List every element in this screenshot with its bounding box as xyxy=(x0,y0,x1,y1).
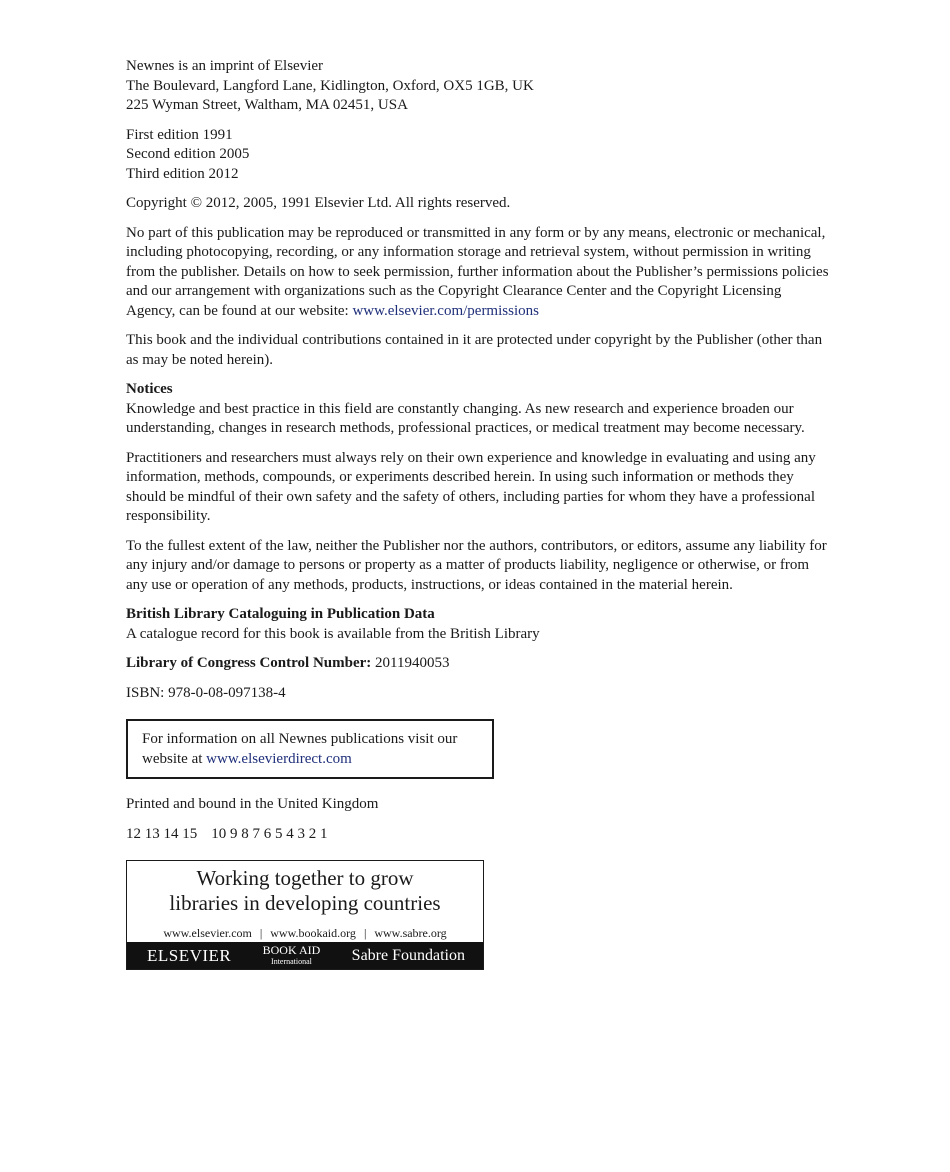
publisher-address xyxy=(126,57,832,116)
banner-urls xyxy=(127,926,483,940)
print-impressions: 10 9 8 7 6 5 4 3 2 1 xyxy=(211,825,328,842)
protected-paragraph: This book and the individual contributions contained in it are protected under copyright by the Publisher (other than as may be noted herein). xyxy=(126,332,823,368)
banner-headline-line: Working together to grow xyxy=(196,866,414,890)
copyright-statement: Copyright © 2012, 2005, 1991 Elsevier Ltd. All rights reserved. xyxy=(126,195,511,211)
notices-section xyxy=(126,380,832,439)
permissions-text: No part of this publication may be reproduced or transmitted in any form or by any means, electronic or mechanical, including photocopying, recording, or any information storage and retrieval system, without permission in writing from the publisher. Details on how to seek permission, further information about the Publisher’s permissions policies and our arrangement with organizations such as the Copyright Clearance Center and the Copyright Licensing Agency, can be found at our website: xyxy=(126,224,829,319)
notices-paragraph: To the fullest extent of the law, neither the Publisher nor the authors, contributors, or editors, assume any liability for any injury and/or damage to persons or property as a matter of products liability, negligence or otherwise, or from any use or operation of any methods, products, instructions, or ideas contained in the material herein. xyxy=(126,537,827,593)
notices-paragraph: Practitioners and researchers must always rely on their own experience and knowledge in evaluating and using any information, methods, compounds, or experiments described herein. In using such information or methods they should be mindful of their own safety and the safety of others, including parties for whom they have a professional responsibility. xyxy=(126,449,816,524)
notices-paragraph: Knowledge and best practice in this field are constantly changing. As new research and experience broaden our understanding, changes in research methods, professional practices, or medical treatment may become necessary. xyxy=(126,400,805,436)
british-library-heading: British Library Cataloguing in Publication Data xyxy=(126,606,435,622)
info-box xyxy=(126,719,494,779)
publisher-line: 225 Wyman Street, Waltham, MA 02451, USA xyxy=(126,97,408,113)
loc-control-number xyxy=(126,654,832,674)
edition-line: First edition 1991 xyxy=(126,126,233,143)
edition-line: Third edition 2012 xyxy=(126,165,239,182)
publisher-line: Newnes is an imprint of Elsevier xyxy=(126,58,324,74)
elsevier-url[interactable]: www.elsevier.com xyxy=(163,926,252,940)
isbn: ISBN: 978-0-08-097138-4 xyxy=(126,684,286,701)
permissions-link[interactable]: www.elsevier.com/permissions xyxy=(352,302,539,319)
url-separator: | xyxy=(259,926,263,940)
page-content xyxy=(126,57,832,970)
british-library-section xyxy=(126,605,832,644)
edition-line: Second edition 2005 xyxy=(126,146,250,162)
bookaid-logo xyxy=(262,942,321,967)
print-line xyxy=(126,825,832,845)
notices-heading: Notices xyxy=(126,381,173,397)
british-library-text: A catalogue record for this book is available from the British Library xyxy=(126,625,540,642)
printed-statement: Printed and bound in the United Kingdom xyxy=(126,796,379,812)
banner-headline-line: libraries in developing countries xyxy=(169,891,441,915)
sabre-foundation-logo: Sabre Foundation xyxy=(351,946,465,964)
publisher-line: The Boulevard, Langford Lane, Kidlington, Oxford, OX5 1GB, UK xyxy=(126,77,534,94)
bookaid-logo-sub: International xyxy=(271,956,312,966)
edition-history xyxy=(126,126,832,185)
elsevier-logo: ELSEVIER xyxy=(147,945,232,965)
bookaid-url[interactable]: www.bookaid.org xyxy=(270,926,356,940)
permissions-paragraph xyxy=(126,224,832,322)
loc-label: Library of Congress Control Number: xyxy=(126,655,372,671)
sabre-url[interactable]: www.sabre.org xyxy=(374,926,447,940)
elsevierdirect-link[interactable]: www.elsevierdirect.com xyxy=(206,750,352,767)
info-box-text: For information on all Newnes publications visit our website at xyxy=(142,731,458,767)
loc-value: 2011940053 xyxy=(375,655,450,671)
print-years: 12 13 14 15 xyxy=(126,825,198,842)
book-aid-banner xyxy=(126,860,484,970)
url-separator: | xyxy=(363,926,367,940)
banner-headline xyxy=(127,861,483,916)
bookaid-logo-main: BOOK AID xyxy=(262,942,321,957)
banner-top xyxy=(127,861,483,942)
banner-logo-bar xyxy=(127,942,483,969)
